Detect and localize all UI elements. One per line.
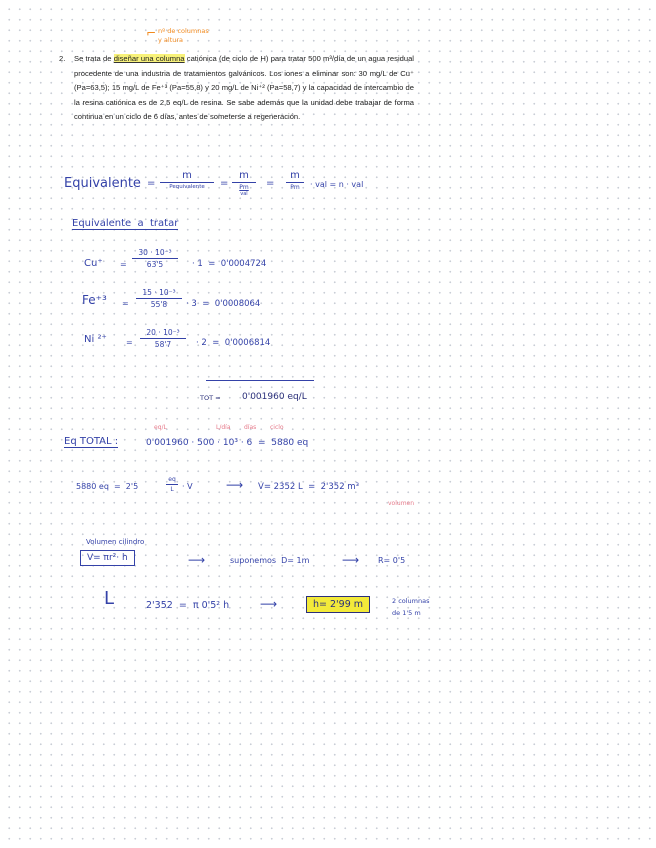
arrow-icon: ⟶ — [342, 553, 360, 567]
columns-note-1: 2 columnas — [392, 597, 430, 605]
highlighted-phrase: diseñar una columna — [113, 54, 185, 63]
fraction-subdenominator: val — [240, 191, 248, 197]
fe-fraction — [136, 288, 182, 309]
eq-total-expression: 0'001960 · 500 · 10³ · 6 = 5880 eq — [146, 438, 309, 448]
total-value: 0'001960 eq/L — [242, 392, 307, 402]
unit-note: L/día — [216, 424, 231, 431]
cu-numerator: 30 · 10⁻³ — [138, 248, 172, 257]
eq-total-label: Eq TOTAL : — [64, 436, 119, 447]
volume-result: V= 2352 L = 2'352 m³ — [258, 482, 359, 492]
capacity-denominator: L — [170, 486, 174, 493]
fraction-bar — [132, 258, 178, 259]
height-equation: 2'352 = π 0'5² h — [146, 600, 230, 611]
ni-denominator: 58'7 — [154, 340, 172, 349]
problem-statement — [59, 52, 414, 125]
columns-note-2: de 1'5 m — [392, 609, 421, 617]
equals-sign: = — [126, 338, 133, 347]
fraction-bar — [166, 484, 178, 485]
total-label: TOT = — [200, 394, 221, 402]
problem-text-rest: catiónica (de ciclo de H) para tratar 500 m³/día de un agua residual procedente de una industria de tratamientos galvánicos. Los iones a eliminar son: 30 mg/L de Cu⁺ (Pa=63,5); 15 mg/L de Fe⁺³ (Pa=55,8) y 20 mg/L de Ni⁺² (Pa=58,7) y la capacidad de intercambio de la resina catiónica es de 2,5 eq/L de resina. Se sabe además que la unidad debe trabajar de forma continua en un ciclo de 6 días, antes de someterse a regeneración. — [74, 54, 414, 122]
fraction-bar — [136, 298, 182, 299]
equals-sign: = — [220, 178, 229, 189]
capacity-numerator: eq — [168, 476, 176, 483]
fraction-numerator: m — [182, 170, 192, 181]
sum-divider — [206, 380, 314, 381]
fe-label: Fe⁺³ — [82, 293, 107, 307]
cylinder-formula: V= πr²· h — [80, 550, 135, 566]
fraction-numerator: m — [239, 170, 249, 181]
fe-numerator: 15 · 10⁻³ — [142, 288, 176, 297]
ni-result: · 2 = 0'0006814 — [196, 338, 271, 348]
volume-mid: · V — [182, 482, 193, 491]
subtitle-equivalente-tratar: Equivalente a tratar — [72, 218, 179, 229]
fraction-bar — [160, 182, 214, 183]
equivalente-rest: · val = n · val — [310, 180, 364, 189]
ni-fraction — [140, 328, 186, 349]
annotation-columns: nº de columnas — [158, 27, 209, 35]
equals-sign: = — [120, 260, 127, 269]
fraction-m-pequivalente — [160, 170, 214, 190]
corner-arrow-icon: L — [104, 588, 115, 609]
fraction-denominator: Pequivalente — [169, 184, 205, 190]
fraction-denominator: Pm — [239, 184, 249, 191]
arrow-icon: ⟶ — [188, 553, 206, 567]
fraction-bar — [232, 182, 256, 183]
unit-note: ciclo — [270, 424, 284, 431]
fe-result: · 3 = 0'0008064 — [186, 299, 261, 309]
arrow-icon: ⟶ — [226, 478, 244, 492]
fraction-numerator: m — [290, 170, 300, 181]
problem-number: 2. — [59, 54, 66, 63]
arrow-icon: ⟶ — [260, 597, 278, 611]
volume-left: 5880 eq = 2'5 — [76, 482, 139, 491]
ni-numerator: 20 · 10⁻³ — [146, 328, 180, 337]
cylinder-title: Volumen cilindro — [86, 538, 145, 546]
fe-denominator: 55'8 — [150, 300, 168, 309]
fraction-m-pm — [286, 170, 304, 191]
cu-result: · 1 = 0'0004724 — [192, 259, 267, 269]
capacity-fraction — [166, 476, 178, 493]
annotation-height: y altura — [158, 36, 184, 44]
equals-sign: = — [266, 178, 275, 189]
volume-note: volumen — [388, 500, 415, 507]
ni-label: Ni ²⁺ — [84, 334, 107, 345]
radius-value: R= 0'5 — [378, 556, 406, 565]
supposition-text: suponemos D= 1m — [230, 556, 310, 565]
equals-sign: = — [147, 178, 156, 189]
unit-note: días — [244, 424, 257, 431]
fraction-m-pm-val — [232, 170, 256, 197]
fraction-bar — [140, 338, 186, 339]
equivalente-label: Equivalente — [64, 176, 141, 191]
cu-denominator: 63'5 — [146, 260, 164, 269]
fraction-denominator: Pm — [290, 184, 300, 191]
fraction-bar — [286, 182, 304, 183]
problem-text-start: Se trata de — [74, 54, 114, 63]
equals-sign: = — [122, 299, 129, 308]
cu-fraction — [132, 248, 178, 269]
cu-label: Cu⁺ — [84, 258, 103, 269]
annotation-arrow-icon: ⌐ — [146, 26, 157, 40]
unit-note: eq/L — [154, 424, 167, 431]
height-answer: h= 2'99 m — [306, 596, 370, 613]
